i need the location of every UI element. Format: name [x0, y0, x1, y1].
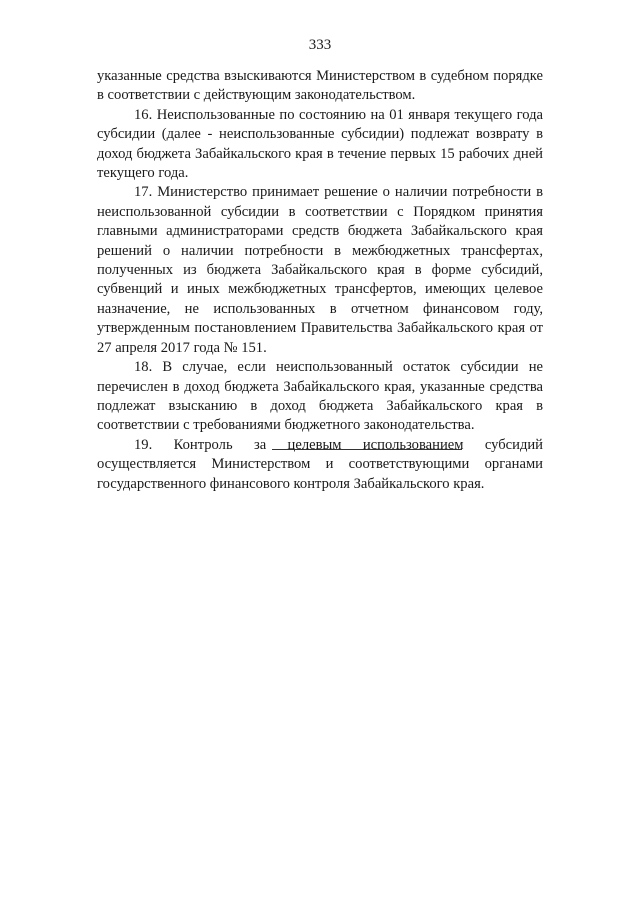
paragraph-19: 19. Контроль за целевым использованием субсидий осуществляется Министерством и соответствующими органами государственного финансового контроля Забайкальского края. — [97, 436, 543, 492]
paragraph-16: 16. Неиспользованные по состоянию на 01 января текущего года субсидии (далее - неиспользованные субсидии) подлежат возврату в доход бюджета Забайкальского края в течение первых 15 рабочих дней текущего года. — [97, 106, 543, 182]
paragraph-continuation: указанные средства взыскиваются Министерством в судебном порядке в соответствии с действующим законодательством. — [97, 68, 543, 104]
paragraph-17: 17. Министерство принимает решение о наличии потребности в неиспользованной субсидии в соответствии с Порядком принятия главными администраторами средств бюджета Забайкальского края решений о наличии потребности в межбюджетных трансфертах, полученных из бюджета Забайкальского края в форме субсидий, субвенций и иных межбюджетных трансфертов, имеющих целевое назначение, не использованных в отчетном финансовом году, утвержденным постановлением Правительства Забайкальского края от 27 апреля 2017 года № 151. — [97, 184, 543, 356]
end-of-document-line — [272, 449, 462, 450]
document-body — [97, 67, 543, 494]
page-number: 333 — [308, 37, 332, 53]
paragraph-18: 18. В случае, если неиспользованный остаток субсидии не перечислен в доход бюджета Забайкальского края, указанные средства подлежат взысканию в доход бюджета Забайкальского края в соответствии с требованиями бюджетного законодательства. — [97, 359, 543, 434]
